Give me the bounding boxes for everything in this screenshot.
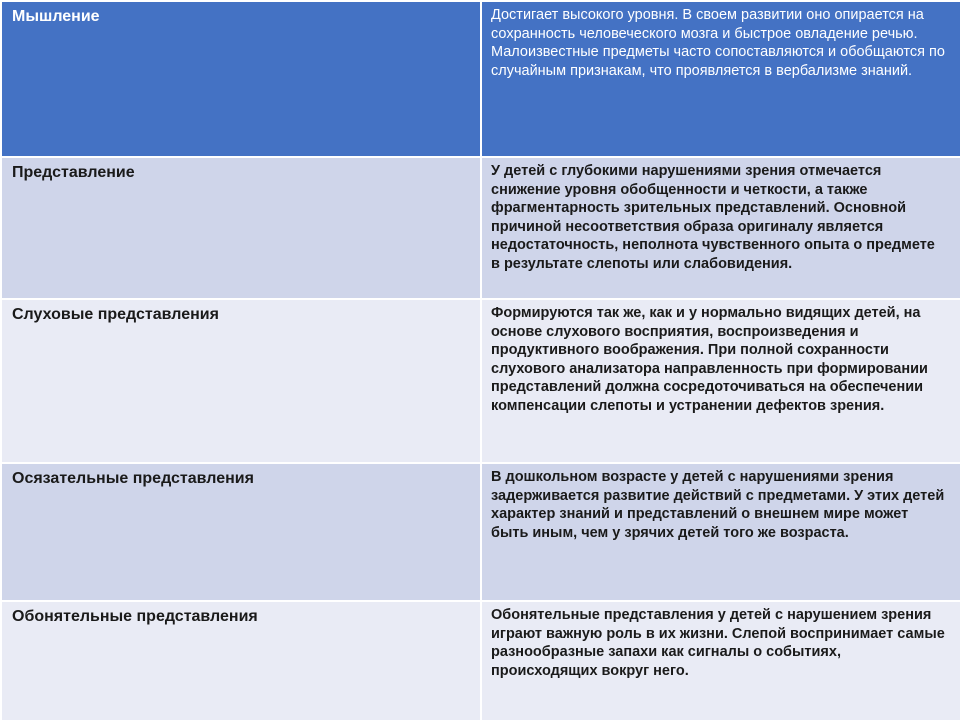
term-cell: Обонятельные представления bbox=[1, 601, 481, 721]
description-cell: В дошкольном возрасте у детей с нарушениями зрения задерживается развитие действий с предметами. У этих детей характер знаний и представлений о внешнем мире может быть иным, чем у зрячих детей того же возраста. bbox=[481, 463, 960, 601]
table-row bbox=[1, 299, 960, 463]
term-cell: Мышление bbox=[1, 1, 481, 157]
term-cell: Осязательные представления bbox=[1, 463, 481, 601]
term-cell: Представление bbox=[1, 157, 481, 299]
description-cell: Достигает высокого уровня. В своем развитии оно опирается на сохранность человеческого мозга и быстрое овладение речью. Малоизвестные предметы часто сопоставляются и обобщаются по случайным признакам, что проявляется в вербализме знаний. bbox=[481, 1, 960, 157]
description-cell: Формируются так же, как и у нормально видящих детей, на основе слухового восприятия, воспроизведения и продуктивного воображения. При полной сохранности слухового анализатора направленность при формировании представлений должна сосредоточиваться на обеспечении компенсации слепоты и устранении дефектов зрения. bbox=[481, 299, 960, 463]
table-row bbox=[1, 1, 960, 157]
table-row bbox=[1, 157, 960, 299]
description-cell: У детей с глубокими нарушениями зрения отмечается снижение уровня обобщенности и четкости, а также фрагментарность зрительных представлений. Основной причиной несоответствия образа оригиналу является недостаточность, неполнота чувственного опыта о предмете в результате слепоты или слабовидения. bbox=[481, 157, 960, 299]
table-row bbox=[1, 463, 960, 601]
term-cell: Слуховые представления bbox=[1, 299, 481, 463]
description-cell: Обонятельные представления у детей с нарушением зрения играют важную роль в их жизни. Слепой воспринимает самые разнообразные запахи как сигналы о событиях, происходящих вокруг него. bbox=[481, 601, 960, 721]
table-row bbox=[1, 601, 960, 721]
